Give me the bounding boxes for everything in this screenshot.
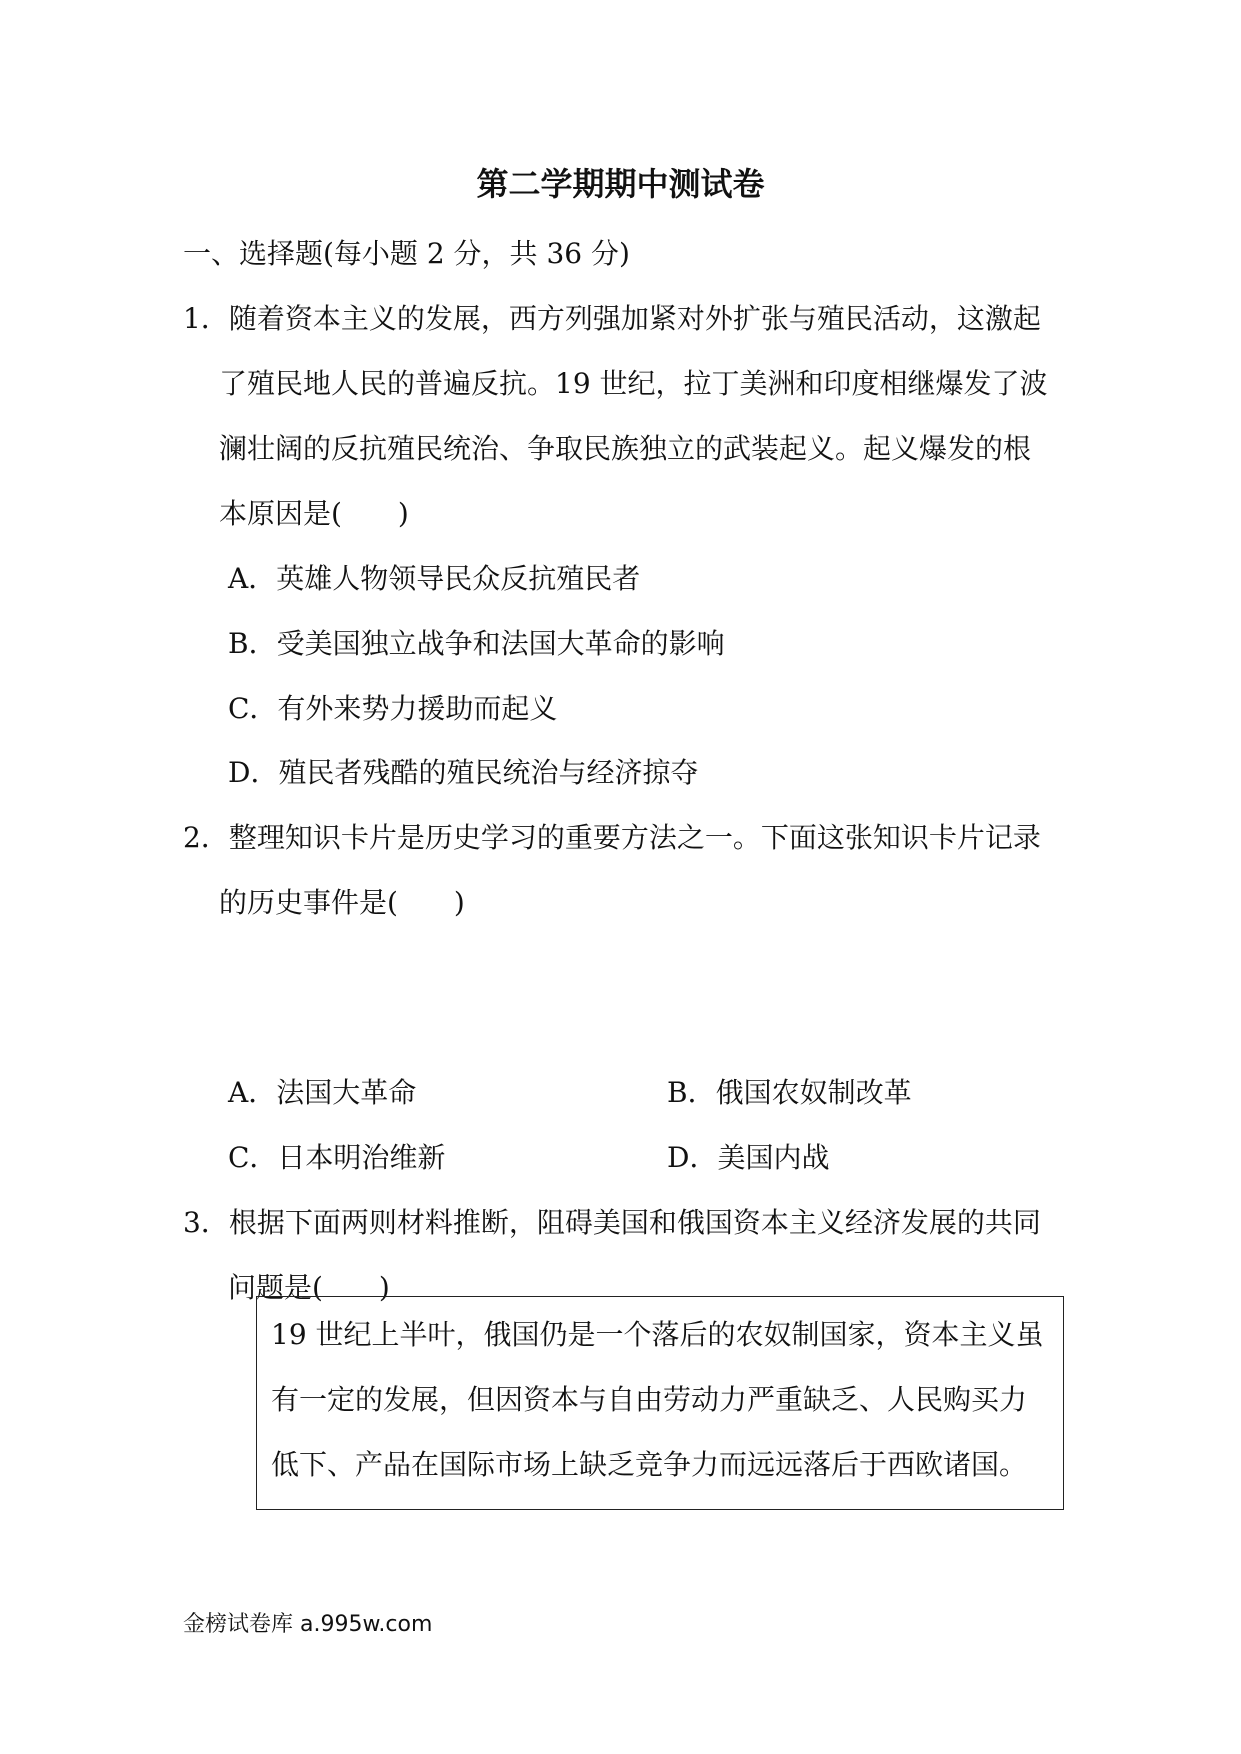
footer-watermark: 金榜试卷库 a.995w.com [183,1612,433,1637]
material-box [256,1296,1064,1510]
q1-option-c: C．有外来势力援助而起义 [228,692,558,725]
q1-line-2: 了殖民地人民的普遍反抗。19 世纪，拉丁美洲和印度相继爆发了波 [219,367,1048,400]
q2-line-2: 的历史事件是( ) [219,886,465,919]
q2-option-a: A．法国大革命 [228,1076,417,1109]
material-line-3: 低下、产品在国际市场上缺乏竞争力而远远落后于西欧诸国。 [271,1448,1028,1481]
q3-line-1: 3．根据下面两则材料推断，阻碍美国和俄国资本主义经济发展的共同 [183,1206,1041,1239]
q1-option-b: B．受美国独立战争和法国大革命的影响 [228,627,725,660]
q1-option-a: A．英雄人物领导民众反抗殖民者 [228,562,641,595]
q2-option-b: B．俄国农奴制改革 [667,1076,912,1109]
section-heading: 一、选择题(每小题 2 分，共 36 分) [183,237,630,270]
q3-line-2: 问题是( ) [228,1271,390,1304]
q2-option-d: D．美国内战 [667,1141,830,1174]
material-line-1: 19 世纪上半叶，俄国仍是一个落后的农奴制国家，资本主义虽 [271,1318,1044,1351]
q1-option-d: D．殖民者残酷的殖民统治与经济掠夺 [228,756,699,789]
q2-line-1: 2．整理知识卡片是历史学习的重要方法之一。下面这张知识卡片记录 [183,821,1041,854]
material-line-2: 有一定的发展，但因资本与自由劳动力严重缺乏、人民购买力 [271,1383,1028,1416]
page-title: 第二学期期中测试卷 [476,165,765,203]
q1-line-4: 本原因是( ) [219,497,409,530]
q2-option-c: C．日本明治维新 [228,1141,446,1174]
q1-line-1: 1．随着资本主义的发展，西方列强加紧对外扩张与殖民活动，这激起 [183,302,1041,335]
q1-line-3: 澜壮阔的反抗殖民统治、争取民族独立的武装起义。起义爆发的根 [219,432,1032,465]
